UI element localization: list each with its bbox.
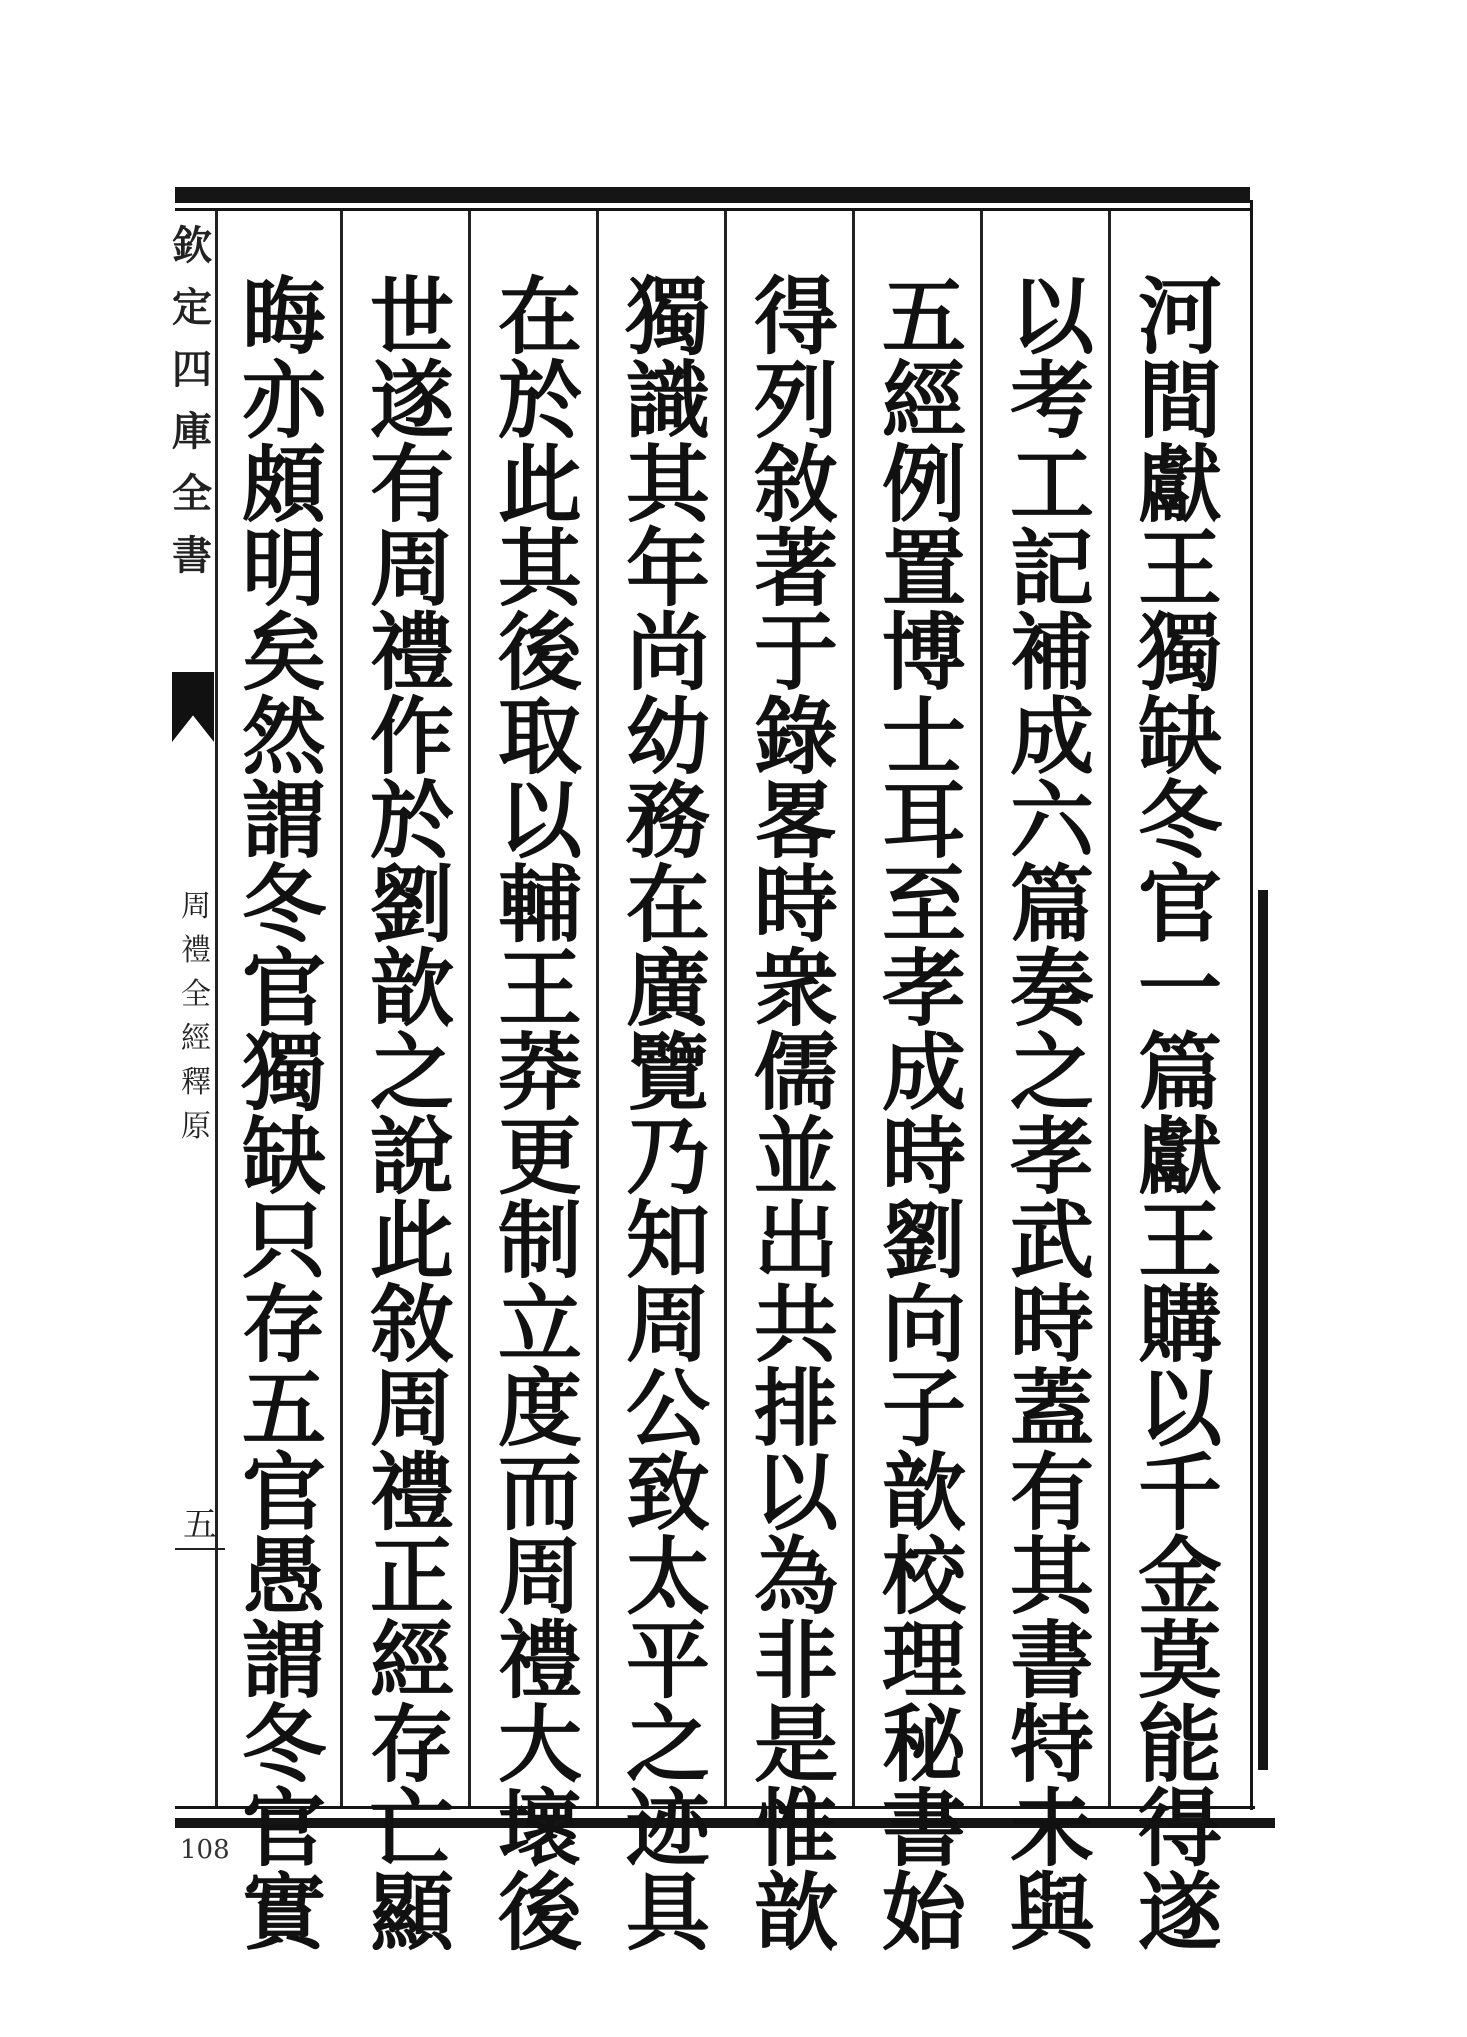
- margin-book-title: [176, 885, 216, 1195]
- column-divider: [340, 211, 343, 1806]
- margin-character: 四: [172, 346, 212, 393]
- character: 蓋: [1009, 1359, 1094, 1458]
- character: 制: [497, 1191, 582, 1290]
- character: 書: [881, 1779, 966, 1878]
- column-divider: [724, 211, 727, 1806]
- character: 幼: [625, 687, 710, 786]
- text-column-4: [741, 267, 851, 1962]
- text-column-1: [1125, 267, 1235, 1962]
- right-frame-shadow: [1258, 890, 1268, 1770]
- character: 理: [881, 1611, 966, 1710]
- character: 得: [753, 267, 838, 366]
- character: 其: [497, 519, 582, 618]
- character: 在: [625, 855, 710, 954]
- character: 存: [241, 1275, 326, 1374]
- margin-character: 書: [172, 532, 212, 579]
- character: 度: [497, 1359, 582, 1458]
- character: 著: [753, 519, 838, 618]
- character: 惟: [753, 1779, 838, 1878]
- top-inner-rule: [175, 208, 1250, 211]
- column-divider: [1108, 211, 1111, 1806]
- character: 知: [625, 1191, 710, 1290]
- character: 金: [1137, 1527, 1222, 1626]
- character: 例: [881, 435, 966, 534]
- character: 尚: [625, 603, 710, 702]
- character: 此: [369, 1191, 454, 1290]
- character: 之: [1009, 1023, 1094, 1122]
- character: 莫: [1137, 1611, 1222, 1710]
- character: 務: [625, 771, 710, 870]
- character: 並: [753, 1107, 838, 1206]
- character: 平: [625, 1611, 710, 1710]
- character: 成: [1009, 687, 1094, 786]
- character: 至: [881, 855, 966, 954]
- character: 篇: [1137, 1023, 1222, 1122]
- character: 於: [497, 351, 582, 450]
- character: 歆: [881, 1443, 966, 1542]
- character: 五: [881, 267, 966, 366]
- character: 置: [881, 519, 966, 618]
- character: 購: [1137, 1275, 1222, 1374]
- character: 年: [625, 519, 710, 618]
- character: 敘: [753, 435, 838, 534]
- character: 公: [625, 1359, 710, 1458]
- character: 作: [369, 687, 454, 786]
- character: 書: [1009, 1611, 1094, 1710]
- margin-character: 欽: [172, 222, 212, 269]
- character: 以: [753, 1443, 838, 1542]
- character: 此: [497, 435, 582, 534]
- character: 官: [241, 1779, 326, 1878]
- character: 未: [1009, 1779, 1094, 1878]
- column-divider: [596, 211, 599, 1806]
- character: 一: [1137, 939, 1222, 1038]
- character: 實: [241, 1863, 326, 1962]
- character: 說: [369, 1107, 454, 1206]
- margin-character: 禮: [181, 933, 211, 968]
- character: 歆: [753, 1863, 838, 1962]
- character: 始: [881, 1863, 966, 1962]
- margin-character: 全: [172, 470, 212, 517]
- character: 顯: [369, 1863, 454, 1962]
- text-column-5: [613, 267, 723, 1962]
- character: 子: [881, 1359, 966, 1458]
- character: 河: [1137, 267, 1222, 366]
- character: 是: [753, 1695, 838, 1794]
- character: 周: [369, 519, 454, 618]
- character: 明: [241, 519, 326, 618]
- character: 遂: [369, 351, 454, 450]
- character: 後: [497, 1863, 582, 1962]
- character: 篇: [1009, 855, 1094, 954]
- text-column-8: [229, 267, 339, 1962]
- character: 時: [753, 855, 838, 954]
- character: 經: [881, 351, 966, 450]
- character: 輔: [497, 855, 582, 954]
- character: 遂: [1137, 1863, 1222, 1962]
- character: 錄: [753, 687, 838, 786]
- character: 王: [1137, 1191, 1222, 1290]
- character: 于: [753, 603, 838, 702]
- character: 為: [753, 1527, 838, 1626]
- margin-character: 經: [181, 1021, 211, 1056]
- character: 冬: [1137, 771, 1222, 870]
- right-frame-rule: [1250, 200, 1253, 1810]
- character: 孝: [1009, 1107, 1094, 1206]
- character: 其: [625, 435, 710, 534]
- character: 莽: [497, 1023, 582, 1122]
- character: 壞: [497, 1779, 582, 1878]
- character: 周: [369, 1359, 454, 1458]
- character: 愚: [241, 1527, 326, 1626]
- character: 之: [625, 1695, 710, 1794]
- character: 取: [497, 687, 582, 786]
- character: 考: [1009, 351, 1094, 450]
- character: 經: [369, 1611, 454, 1710]
- character: 迹: [625, 1779, 710, 1878]
- character: 武: [1009, 1191, 1094, 1290]
- character: 官: [241, 939, 326, 1038]
- character: 識: [625, 351, 710, 450]
- character: 存: [369, 1695, 454, 1794]
- margin-character: 原: [181, 1109, 211, 1144]
- character: 乃: [625, 1107, 710, 1206]
- character: 耳: [881, 771, 966, 870]
- character: 博: [881, 603, 966, 702]
- character: 時: [881, 1107, 966, 1206]
- character: 衆: [753, 939, 838, 1038]
- character: 孝: [881, 939, 966, 1038]
- character: 後: [497, 603, 582, 702]
- margin-collection-title: [172, 215, 212, 585]
- character: 在: [497, 267, 582, 366]
- margin-character: 庫: [172, 408, 212, 455]
- character: 向: [881, 1275, 966, 1374]
- character: 冬: [241, 855, 326, 954]
- character: 官: [1137, 855, 1222, 954]
- character: 間: [1137, 351, 1222, 450]
- character: 周: [497, 1527, 582, 1626]
- character: 禮: [497, 1611, 582, 1710]
- character: 亦: [241, 351, 326, 450]
- text-column-6: [485, 267, 595, 1962]
- character: 立: [497, 1275, 582, 1374]
- bottom-frame-rule: [175, 1818, 1275, 1828]
- character: 與: [1009, 1863, 1094, 1962]
- character: 奏: [1009, 939, 1094, 1038]
- character: 非: [753, 1611, 838, 1710]
- character: 特: [1009, 1695, 1094, 1794]
- character: 之: [369, 1023, 454, 1122]
- character: 頗: [241, 435, 326, 534]
- character: 冬: [241, 1695, 326, 1794]
- character: 時: [1009, 1275, 1094, 1374]
- character: 大: [497, 1695, 582, 1794]
- character: 校: [881, 1527, 966, 1626]
- character: 獨: [1137, 603, 1222, 702]
- character: 劉: [369, 855, 454, 954]
- column-divider: [468, 211, 471, 1806]
- character: 畧: [753, 771, 838, 870]
- character: 六: [1009, 771, 1094, 870]
- text-column-7: [357, 267, 467, 1962]
- character: 記: [1009, 519, 1094, 618]
- character: 五: [241, 1359, 326, 1458]
- character: 周: [625, 1275, 710, 1374]
- character: 得: [1137, 1779, 1222, 1878]
- character: 千: [1137, 1443, 1222, 1542]
- column-divider: [980, 211, 983, 1806]
- character: 以: [497, 771, 582, 870]
- character: 補: [1009, 603, 1094, 702]
- character: 更: [497, 1107, 582, 1206]
- character: 以: [1137, 1359, 1222, 1458]
- character: 共: [753, 1275, 838, 1374]
- margin-character: 全: [181, 977, 211, 1012]
- character: 工: [1009, 435, 1094, 534]
- text-column-2: [997, 267, 1107, 1962]
- character: 敘: [369, 1275, 454, 1374]
- character: 只: [241, 1191, 326, 1290]
- character: 矣: [241, 603, 326, 702]
- character: 謂: [241, 1611, 326, 1710]
- character: 缺: [241, 1107, 326, 1206]
- character: 覽: [625, 1023, 710, 1122]
- character: 成: [881, 1023, 966, 1122]
- character: 亡: [369, 1779, 454, 1878]
- character: 太: [625, 1527, 710, 1626]
- character: 其: [1009, 1527, 1094, 1626]
- character: 秘: [881, 1695, 966, 1794]
- footer-page-count: 108: [180, 1835, 230, 1865]
- character: 世: [369, 267, 454, 366]
- character: 獨: [241, 1023, 326, 1122]
- character: 謂: [241, 771, 326, 870]
- character: 劉: [881, 1191, 966, 1290]
- character: 王: [497, 939, 582, 1038]
- character: 正: [369, 1527, 454, 1626]
- character: 能: [1137, 1695, 1222, 1794]
- character: 廣: [625, 939, 710, 1038]
- margin-character: 釋: [181, 1065, 211, 1100]
- fishtail-ornament: [172, 672, 214, 742]
- character: 獨: [625, 267, 710, 366]
- character: 禮: [369, 603, 454, 702]
- character: 有: [369, 435, 454, 534]
- character: 具: [625, 1863, 710, 1962]
- character: 王: [1137, 519, 1222, 618]
- text-column-3: [869, 267, 979, 1962]
- character: 以: [1009, 267, 1094, 366]
- character: 晦: [241, 267, 326, 366]
- character: 列: [753, 351, 838, 450]
- top-frame-rule: [175, 187, 1250, 203]
- margin-page-number: 五: [183, 1505, 217, 1545]
- character: 禮: [369, 1443, 454, 1542]
- column-divider: [852, 211, 855, 1806]
- character: 缺: [1137, 687, 1222, 786]
- character: 獻: [1137, 435, 1222, 534]
- character: 而: [497, 1443, 582, 1542]
- character: 致: [625, 1443, 710, 1542]
- character: 於: [369, 771, 454, 870]
- character: 出: [753, 1191, 838, 1290]
- character: 排: [753, 1359, 838, 1458]
- margin-character: 定: [172, 284, 212, 331]
- character: 儒: [753, 1023, 838, 1122]
- character: 官: [241, 1443, 326, 1542]
- character: 然: [241, 687, 326, 786]
- character: 獻: [1137, 1107, 1222, 1206]
- margin-rule: [175, 1548, 225, 1550]
- character: 有: [1009, 1443, 1094, 1542]
- character: 士: [881, 687, 966, 786]
- margin-character: 周: [181, 889, 211, 924]
- character: 歆: [369, 939, 454, 1038]
